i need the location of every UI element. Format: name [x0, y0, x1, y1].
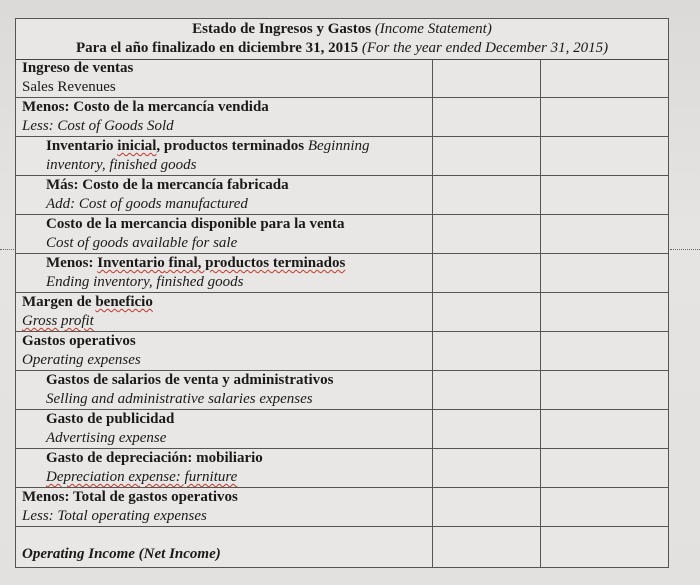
- label-spanish: Gasto de depreciación: mobiliario: [46, 450, 263, 466]
- amount-cell-2[interactable]: [541, 137, 668, 175]
- label-spanish: Más: Costo de la mercancía fabricada: [46, 177, 289, 193]
- amount-cell-1[interactable]: [433, 449, 541, 487]
- label-english: inventory, finished goods: [46, 157, 197, 173]
- label-english: Ending inventory, finished goods: [46, 274, 244, 290]
- label-spanish-line: [46, 137, 432, 156]
- row-operating-expenses: [16, 332, 668, 371]
- amount-cell-1[interactable]: [433, 176, 541, 214]
- amount-cell-1[interactable]: [433, 527, 541, 567]
- row-cost-manufactured: [16, 176, 668, 215]
- amount-cell-1[interactable]: [433, 215, 541, 253]
- label-spanish-post: , productos terminados: [156, 138, 308, 154]
- row-label: [16, 215, 433, 253]
- row-label: [16, 98, 433, 136]
- label-spanish: Menos: Total de gastos operativos: [22, 489, 238, 505]
- amount-cell-1[interactable]: [433, 59, 541, 97]
- header-period-line: [16, 39, 668, 58]
- dotted-line-right: [670, 249, 700, 250]
- period-english: (For the year ended December 31, 2015): [361, 40, 609, 56]
- amount-cell-2[interactable]: [541, 254, 668, 292]
- amount-cell-1[interactable]: [433, 410, 541, 448]
- row-cost-of-goods-sold: [16, 98, 668, 137]
- period-spanish: Para el año finalizado en diciembre 31, 2015: [75, 40, 359, 56]
- row-label: [16, 449, 433, 487]
- row-label: [16, 488, 433, 526]
- label-english: Add: Cost of goods manufactured: [46, 196, 248, 212]
- row-operating-income: [16, 527, 668, 567]
- row-depreciation-expense: [16, 449, 668, 488]
- label-english: Selling and administrative salaries expenses: [46, 391, 313, 407]
- label-spanish-line: [46, 254, 432, 273]
- amount-cell-1[interactable]: [433, 254, 541, 292]
- amount-cell-2[interactable]: [541, 410, 668, 448]
- label-english: Less: Cost of Goods Sold: [22, 118, 174, 134]
- amount-cell-2[interactable]: [541, 215, 668, 253]
- label-spanish-underlined: beneficio: [95, 294, 153, 310]
- row-label: [16, 410, 433, 448]
- label-spanish: Ingreso de ventas: [22, 60, 134, 76]
- label-english: Operating Income (Net Income): [22, 546, 221, 562]
- label-spanish: Gastos operativos: [22, 333, 136, 349]
- amount-cell-2[interactable]: [541, 488, 668, 526]
- row-label: [16, 254, 433, 292]
- label-spanish: Costo de la mercancia disponible para la venta: [46, 216, 345, 232]
- amount-cell-2[interactable]: [541, 332, 668, 370]
- label-spanish-pre: Menos:: [46, 255, 98, 271]
- row-label: [16, 527, 433, 567]
- amount-cell-2[interactable]: [541, 293, 668, 331]
- label-english: Operating expenses: [22, 352, 141, 368]
- label-english: Less: Total operating expenses: [22, 508, 207, 524]
- row-label: [16, 293, 433, 331]
- title-spanish: Estado de Ingresos y Gastos: [192, 21, 372, 37]
- row-total-operating-expenses: [16, 488, 668, 527]
- amount-cell-1[interactable]: [433, 137, 541, 175]
- header-title-line: [16, 19, 668, 39]
- label-spanish-underlined: inicial: [117, 138, 157, 154]
- row-salaries-expense: [16, 371, 668, 410]
- label-spanish: Gasto de publicidad: [46, 411, 175, 427]
- amount-cell-1[interactable]: [433, 332, 541, 370]
- row-advertising-expense: [16, 410, 668, 449]
- dotted-line-left: [0, 249, 14, 250]
- amount-cell-2[interactable]: [541, 98, 668, 136]
- amount-cell-1[interactable]: [433, 98, 541, 136]
- income-statement-table: [15, 18, 669, 568]
- label-english-inline: Beginning: [307, 138, 370, 154]
- amount-cell-1[interactable]: [433, 371, 541, 409]
- row-ending-inventory: [16, 254, 668, 293]
- row-label: [16, 371, 433, 409]
- label-english: Gross profit: [22, 313, 94, 329]
- amount-cell-2[interactable]: [541, 371, 668, 409]
- row-goods-available: [16, 215, 668, 254]
- row-label: [16, 332, 433, 370]
- amount-cell-2[interactable]: [541, 449, 668, 487]
- label-english: Cost of goods available for sale: [46, 235, 238, 251]
- label-english: Sales Revenues: [22, 79, 116, 95]
- amount-cell-2[interactable]: [541, 176, 668, 214]
- row-gross-profit: [16, 293, 668, 332]
- amount-cell-2[interactable]: [541, 527, 668, 567]
- label-english: Advertising expense: [46, 430, 167, 446]
- row-label: [16, 176, 433, 214]
- row-sales-revenues: [16, 59, 668, 98]
- label-spanish: Gastos de salarios de venta y administrativos: [46, 372, 334, 388]
- title-english: (Income Statement): [374, 21, 492, 37]
- amount-cell-1[interactable]: [433, 293, 541, 331]
- row-beginning-inventory: [16, 137, 668, 176]
- label-spanish: Menos: Costo de la mercancía vendida: [22, 99, 269, 115]
- table-header: [16, 19, 668, 60]
- label-spanish-pre: Inventario: [46, 138, 118, 154]
- amount-cell-1[interactable]: [433, 488, 541, 526]
- amount-cell-2[interactable]: [541, 59, 668, 97]
- label-spanish-underlined: Inventario: [97, 255, 165, 271]
- label-spanish-line: [22, 293, 432, 312]
- label-spanish-post: final, productos terminados: [164, 255, 346, 271]
- row-label: [16, 59, 433, 97]
- label-spanish-pre: Margen de: [22, 294, 96, 310]
- row-label: [16, 137, 433, 175]
- label-english: Depreciation expense: furniture: [46, 469, 238, 485]
